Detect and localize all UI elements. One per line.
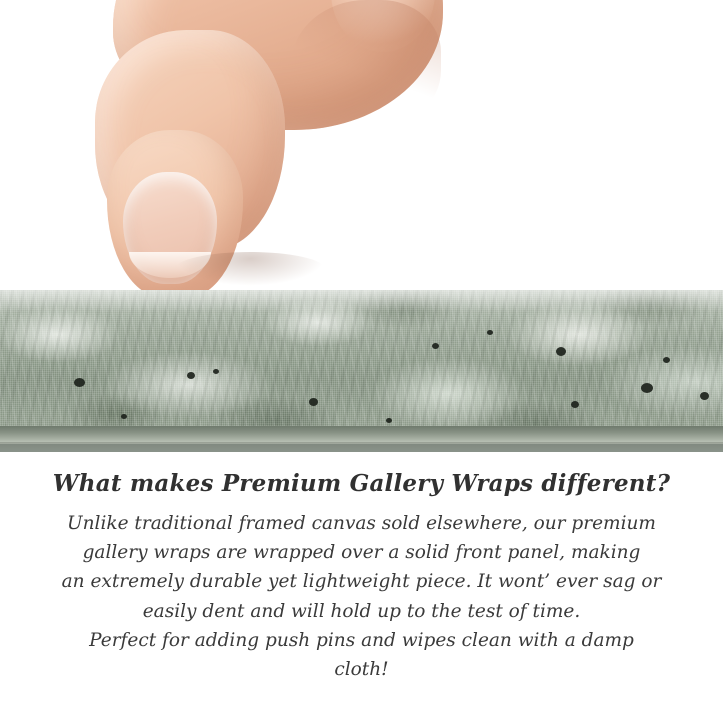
canvas-speck	[641, 383, 653, 393]
copy-body	[62, 509, 662, 684]
hand-pressing-canvas	[95, 0, 455, 292]
canvas-speck	[121, 414, 127, 419]
canvas-speck	[556, 347, 566, 356]
copy-line: Unlike traditional framed canvas sold elsewhere, our premium	[67, 513, 656, 534]
copy-line: Perfect for adding push pins and wipes clean with a damp cloth!	[89, 629, 634, 681]
canvas-speck	[432, 343, 439, 349]
hand-finger-crease	[291, 0, 441, 130]
hand-photo-area	[0, 0, 723, 292]
canvas-drop-shadow	[0, 442, 723, 452]
hand-contact-shadow	[175, 252, 325, 286]
copy-line: easily dent and will hold up to the test of time.	[142, 600, 581, 622]
copy-line: gallery wraps are wrapped over a solid front panel, making	[82, 542, 641, 564]
canvas-speck	[663, 357, 670, 363]
canvas-top-highlight	[0, 290, 723, 312]
gallery-wrap-edge	[0, 290, 723, 452]
canvas-speck	[487, 330, 493, 335]
copy-line: an extremely durable yet lightweight piece. It wont’ ever sag or	[61, 571, 662, 593]
copy-heading: What makes Premium Gallery Wraps different?	[52, 470, 671, 497]
canvas-speck	[213, 369, 219, 374]
canvas-speck	[309, 398, 318, 406]
canvas-speck	[386, 418, 392, 423]
canvas-speck	[571, 401, 579, 408]
canvas-speck	[187, 372, 195, 379]
canvas-paint-grain	[0, 290, 723, 438]
marketing-copy	[0, 470, 723, 684]
canvas-speck	[74, 378, 85, 387]
canvas-speck	[700, 392, 709, 400]
